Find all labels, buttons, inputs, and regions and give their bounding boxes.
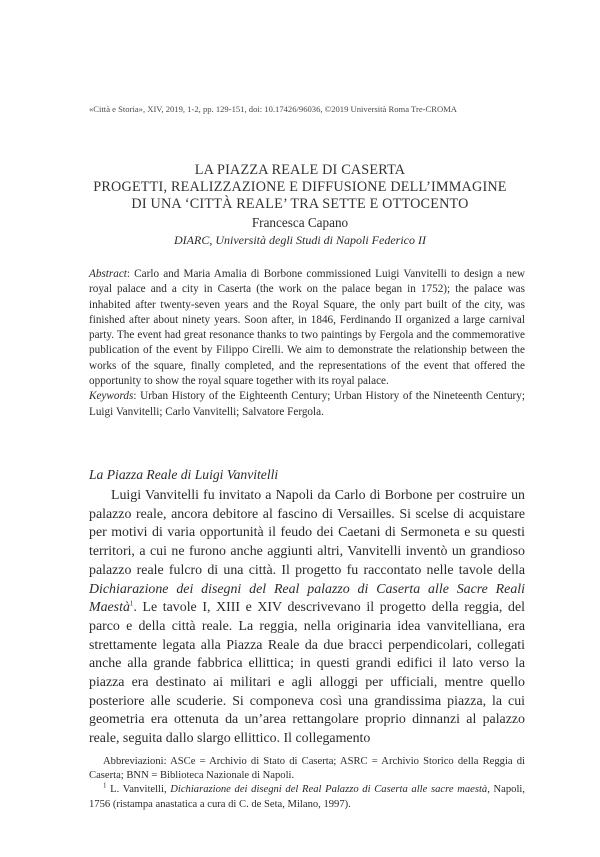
footnote-1-number: 1 (103, 781, 107, 790)
keywords-text: : Urban History of the Eighteenth Century; Urban History of the Nineteenth Century; Luigi Vanvitelli; Carlo Vanvitelli; Salvatore Fergola. (89, 390, 525, 418)
section-heading: La Piazza Reale di Luigi Vanvitelli (89, 467, 279, 482)
abstract-label: Abstract (89, 268, 127, 280)
body-text-part2: . Le tavole I, XIII e XIV descrivevano il progetto della reggia, del parco e della città reale. La reggia, nella originaria idea vanvitelliana, era strettamente legata alla Piazza Reale da due bracci perpendicolari, collegati anche alla grande fabbrica ellittica; in questi grandi edifici il lato verso la piazza era destinato ai militari e agli alloggi per ufficiali, mentre quello posteriore alle scuderie. Si componeva così una grandissima piazza, la cui geometria era ottenuta da un’area rettangolare proprio dinnanzi al palazzo reale, seguita dallo slargo ellittico. Il collegamento (89, 600, 525, 747)
footnote-1-title: Dichiarazione dei disegni del Real Palazzo di Caserta alle sacre maestà (170, 784, 488, 796)
abstract-paragraph (89, 267, 525, 389)
abstract-block (89, 267, 525, 420)
keywords-label: Keywords (89, 390, 134, 403)
keywords-paragraph (89, 389, 525, 420)
title-line-2: PROGETTI, REALIZZAZIONE E DIFFUSIONE DELL’IMMAGINE (93, 179, 507, 195)
footnotes-block (89, 755, 525, 812)
body-italic-title: Dichiarazione dei disegni del Real palazzo di Caserta alle Sacre Reali Maestà (89, 581, 525, 616)
footnote-1 (89, 783, 525, 811)
title-line-3: DI UNA ‘CITTÀ REALE’ TRA SETTE E OTTOCENTO (131, 196, 469, 212)
journal-citation: «Città e Storia», XIV, 2019, 1-2, pp. 129-151, doi: 10.17426/96036, ©2019 Università Roma Tre-CROMA (89, 104, 458, 114)
body-text (89, 487, 525, 749)
author-name: Francesca Capano (251, 215, 349, 230)
footnote-ref-1[interactable]: 1 (129, 599, 134, 608)
footnote-1-author: L. Vanvitelli, (106, 784, 171, 796)
author-affiliation: DIARC, Università degli Studi di Napoli Federico II (174, 233, 426, 247)
footnote-1-rest: , Napoli, 1756 (ristampa anastatica a cura di C. de Seta, Milano, 1997). (89, 784, 525, 810)
title-line-1: LA PIAZZA REALE DI CASERTA (194, 162, 406, 178)
footnote-abbreviations: Abbreviazioni: ASCe = Archivio di Stato di Caserta; ASRC = Archivio Storico della Reggia di Caserta; BNN = Biblioteca Nazionale di Napoli. (89, 756, 525, 782)
body-text-part1: Luigi Vanvitelli fu invitato a Napoli da Carlo di Borbone per costruire un palazzo reale, ancora debitore al fascino di Versailles. Si scelse di acquistare per motivi di varia opportunità il feudo dei Caetani di Sermoneta e su questi territori, a cui ne furono anche aggiunti altri, Vanvitelli inventò un grandioso palazzo reale fulcro di una città. Il progetto fu raccontato nelle tavole della (89, 488, 525, 578)
abstract-text: : Carlo and Maria Amalia di Borbone commissioned Luigi Vanvitelli to design a new royal palace and a city in Caserta (the work on the palace began in 1752); the palace was inhabited after twenty-seven years and the Royal Square, the only part built of the city, was finished after about ninety years. Soon after, in 1846, Ferdinando II organized a large carnival party. The event had great resonance thanks to two paintings by Fergola and the commemorative publication of the event by Filippo Cirelli. We aim to demonstrate the relationship between the works of the square, finally completed, and the representations of the event that offered the opportunity to show the royal square together with its royal palace. (89, 268, 525, 388)
title-block (80, 162, 520, 248)
body-paragraph (89, 487, 525, 749)
